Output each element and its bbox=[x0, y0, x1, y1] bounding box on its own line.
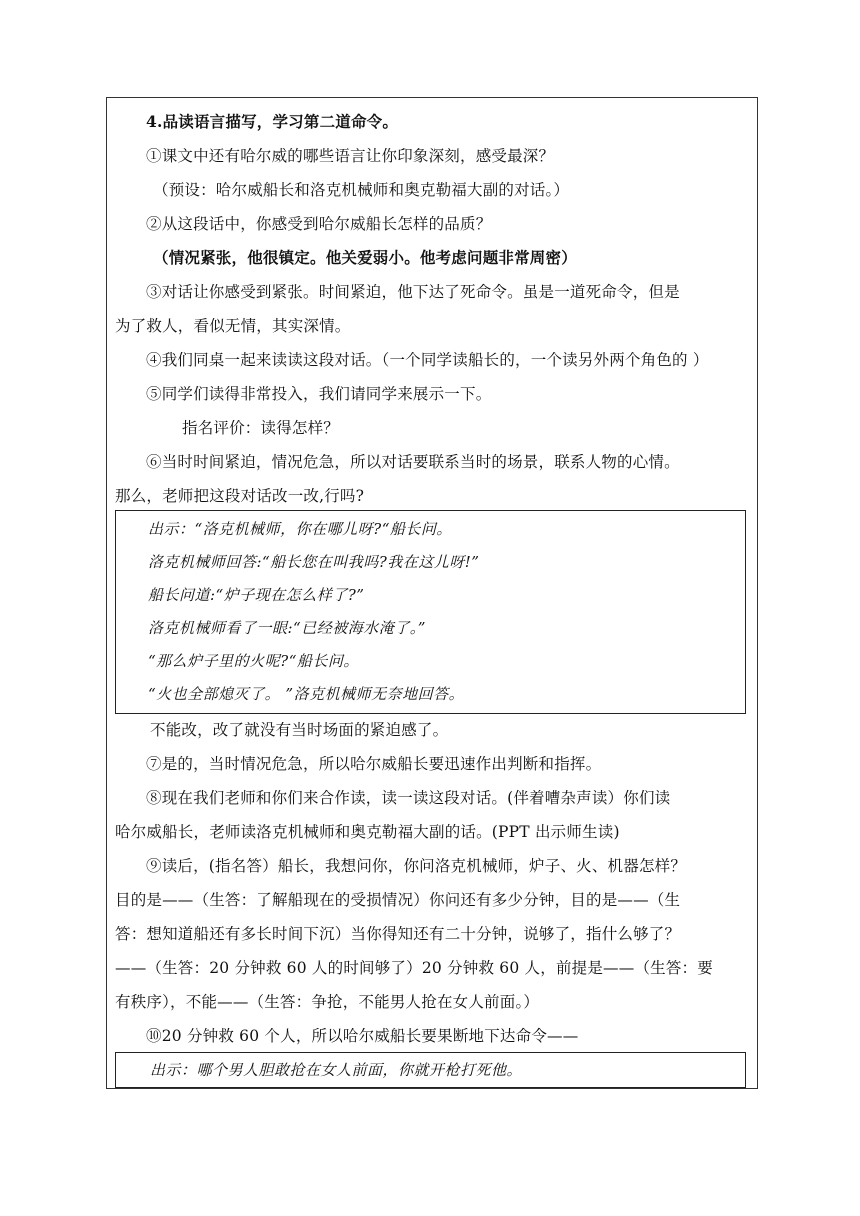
paragraph-line: 目的是——（生答：了解船现在的受损情况）你问还有多少分钟，目的是——（生 bbox=[115, 891, 681, 909]
command-text: 出示：哪个男人胆敢抢在女人前面，你就开枪打死他。 bbox=[150, 1061, 523, 1079]
paragraph-line: 哈尔威船长，老师读洛克机械师和奥克勒福大副的话。(PPT 出示师生读) bbox=[115, 823, 620, 841]
dialogue-line: 出示：“洛克机械师，你在哪儿呀?“船长问。 bbox=[148, 520, 452, 538]
paragraph-line: ⑦是的，当时情况危急，所以哈尔威船长要迅速作出判断和指挥。 bbox=[146, 755, 602, 773]
paragraph-line: ④我们同桌一起来读读这段对话。（一个同学读船长的，一个读另外两个角色的 ） bbox=[146, 351, 709, 369]
paragraph-line: ⑨读后，(指名答）船长，我想问你，你问洛克机械师，炉子、火、机器怎样？ bbox=[146, 857, 687, 875]
dialogue-line: “火也全部熄灭了。 ”洛克机械师无奈地回答。 bbox=[148, 685, 465, 703]
command-box bbox=[115, 1052, 746, 1088]
dialogue-box bbox=[115, 510, 746, 714]
paragraph-line: ⑤同学们读得非常投入，我们请同学来展示一下。 bbox=[146, 385, 492, 403]
paragraph-line: ⑩20 分钟救 60 个人，所以哈尔威船长要果断地下达命令—— bbox=[146, 1027, 579, 1045]
paragraph-line: 为了救人，看似无情，其实深情。 bbox=[115, 317, 351, 335]
paragraph-line: （预设：哈尔威船长和洛克机械师和奥克勒福大副的对话。） bbox=[153, 181, 570, 199]
dialogue-line: 洛克机械师回答:“船长您在叫我吗?我在这儿呀!” bbox=[148, 553, 480, 571]
paragraph-line: 指名评价：读得怎样？ bbox=[182, 419, 340, 437]
paragraph-line: 有秩序），不能——（生答：争抢，不能男人抢在女人前面。） bbox=[115, 993, 540, 1011]
dialogue-line: 洛克机械师看了一眼:“已经被海水淹了。” bbox=[148, 619, 426, 637]
dialogue-line: 船长问道:“炉子现在怎么样了?” bbox=[148, 586, 365, 604]
paragraph-line: ——（生答：20 分钟救 60 人的时间够了）20 分钟救 60 人，前提是——（生答：要 bbox=[115, 959, 713, 977]
paragraph-line: ③对话让你感受到紧张。时间紧迫，他下达了死命令。虽是一道死命令，但是 bbox=[146, 283, 680, 301]
paragraph-line: ⑥当时时间紧迫，情况危急，所以对话要联系当时的场景，联系人物的心情。 bbox=[146, 453, 680, 471]
paragraph-line: ⑧现在我们老师和你们来合作读，读一读这段对话。(伴着嘈杂声读）你们读 bbox=[146, 789, 671, 807]
paragraph-line: （情况紧张，他很镇定。他关爱弱小。他考虑问题非常周密） bbox=[153, 248, 577, 267]
paragraph-line: 那么，老师把这段对话改一改,行吗? bbox=[115, 487, 365, 505]
dialogue-line: “那么炉子里的火呢?“船长问。 bbox=[148, 652, 359, 670]
paragraph-line: 答：想知道船还有多长时间下沉）当你得知还有二十分钟，说够了，指什么够了？ bbox=[115, 925, 681, 943]
paragraph-line: 不能改，改了就没有当时场面的紧迫感了。 bbox=[150, 721, 449, 739]
paragraph-line: ②从这段话中，你感受到哈尔威船长怎样的品质？ bbox=[146, 215, 492, 233]
section-title: 4.品读语言描写，学习第二道命令。 bbox=[146, 112, 399, 131]
paragraph-line: ①课文中还有哈尔威的哪些语言让你印象深刻，感受最深？ bbox=[146, 147, 555, 165]
